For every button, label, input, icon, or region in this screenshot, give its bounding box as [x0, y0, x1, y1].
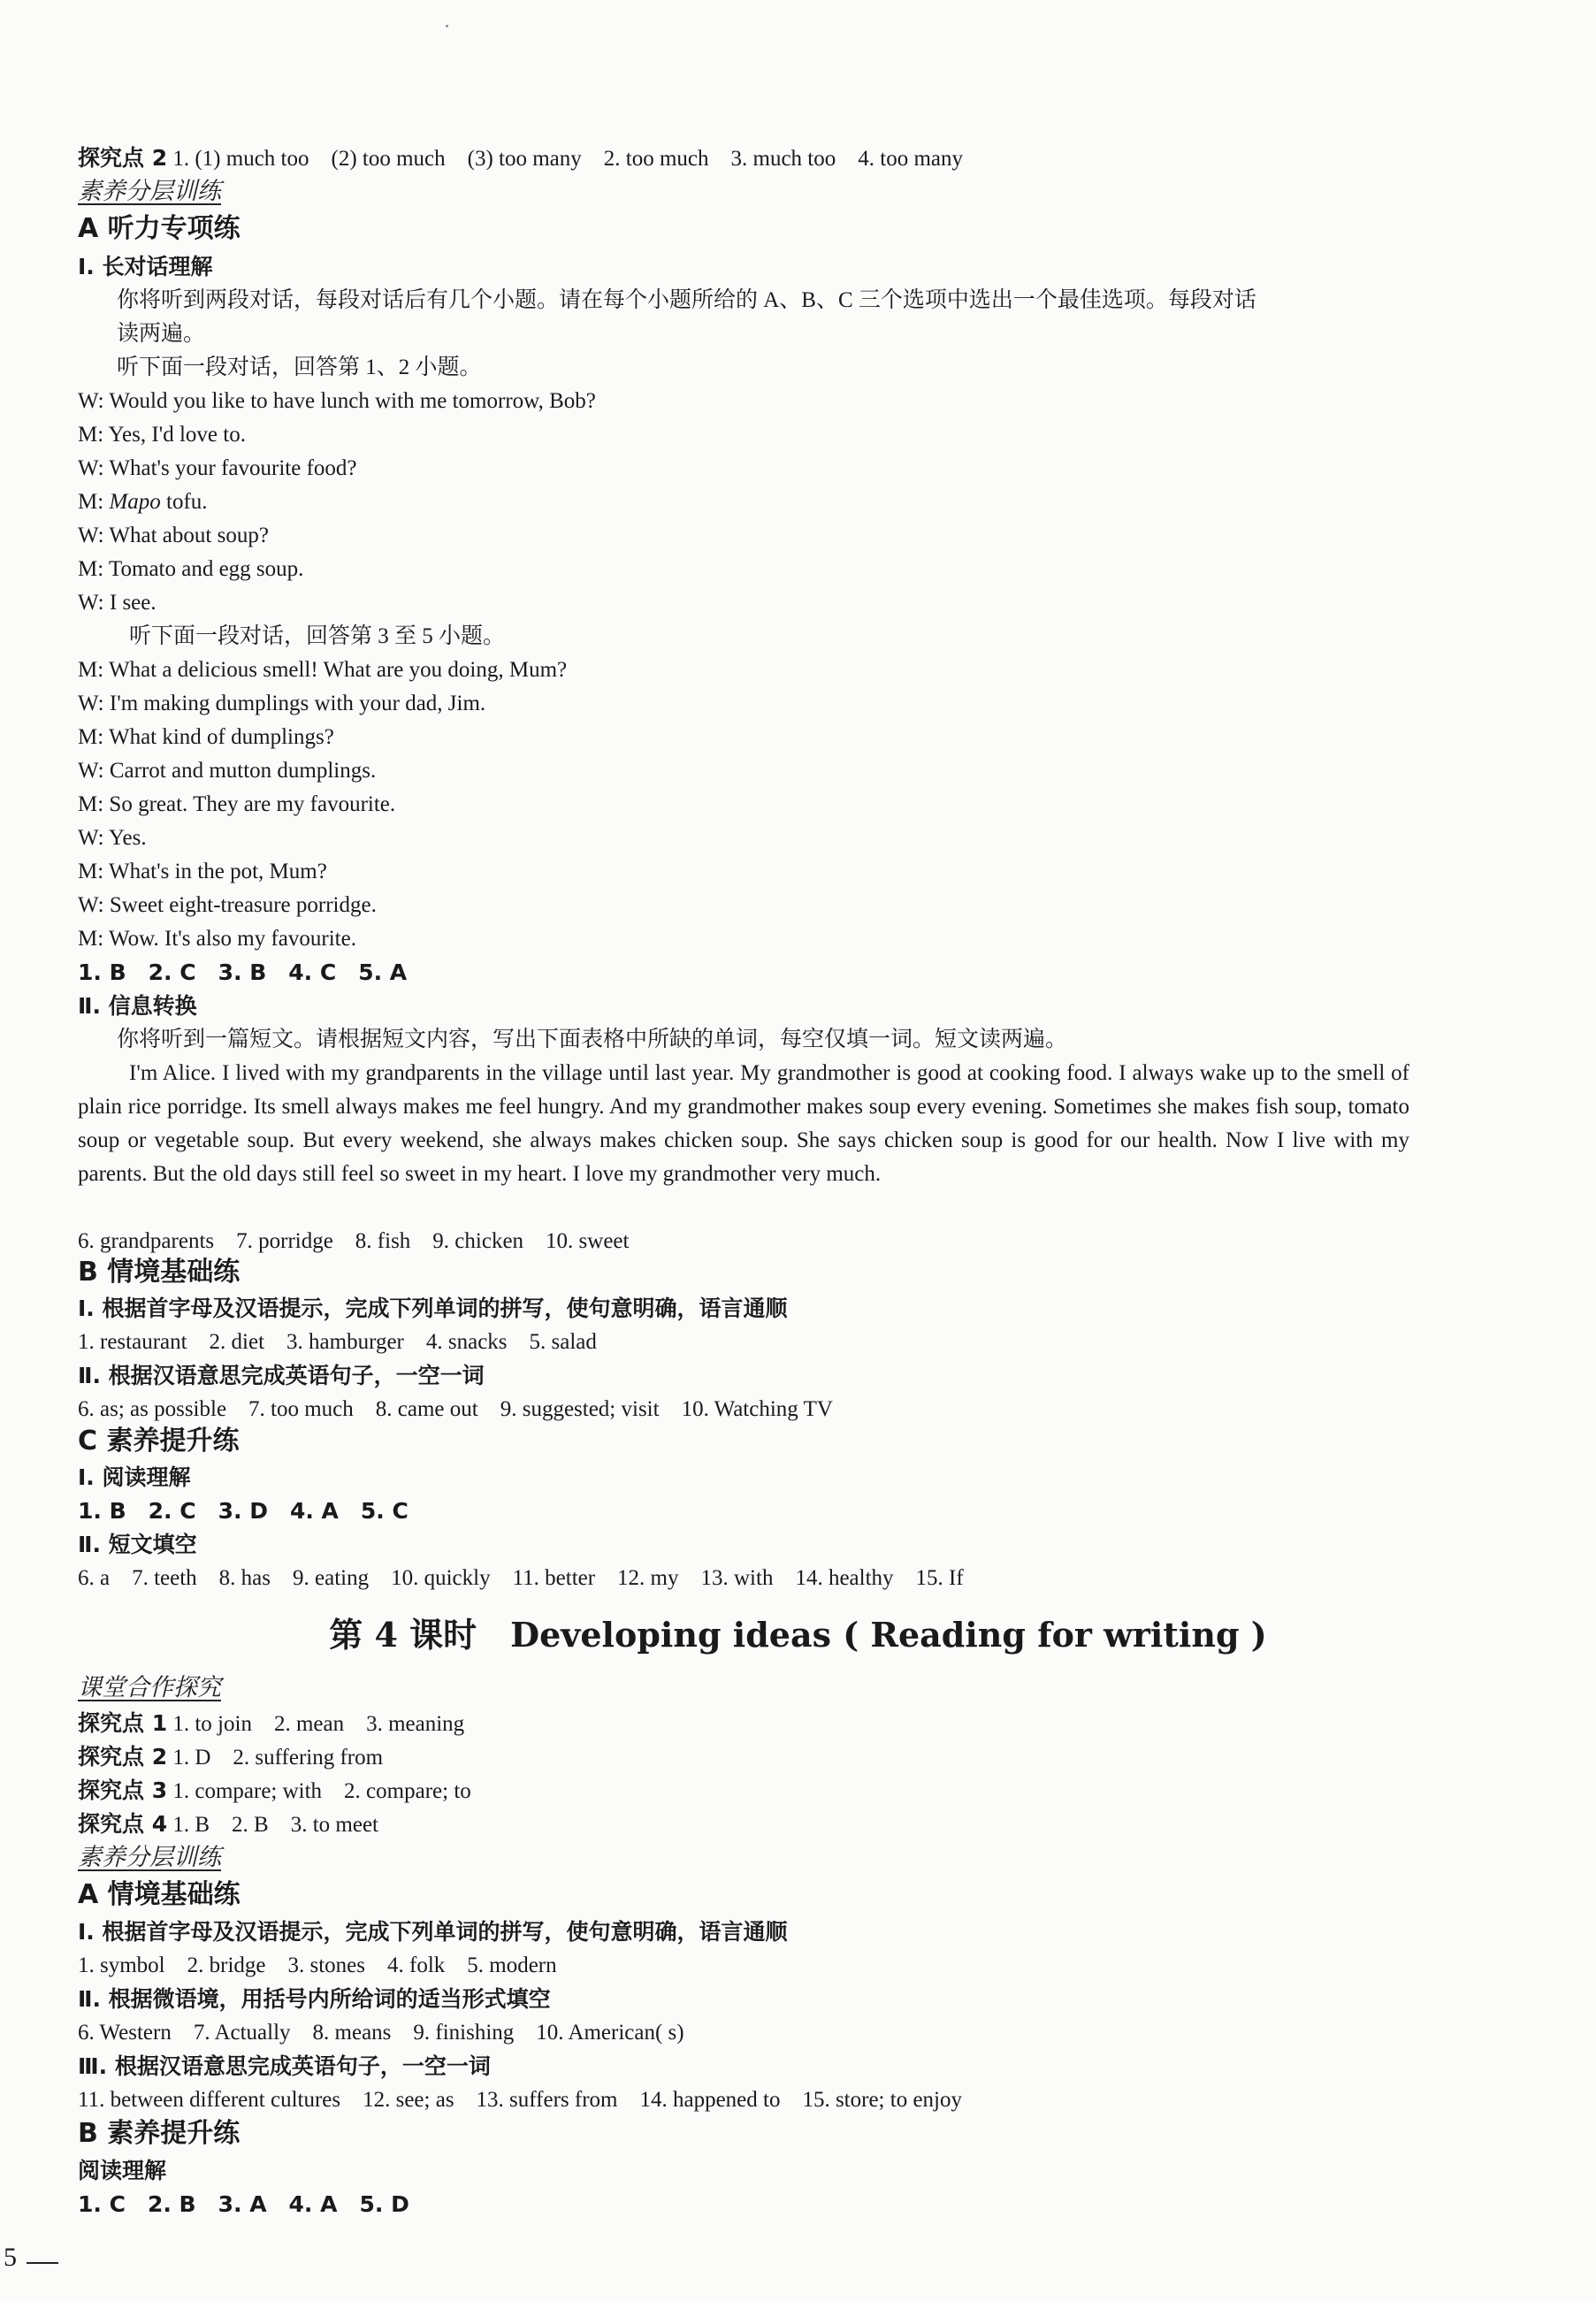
class-cooperation-heading: 课堂合作探究: [78, 1674, 221, 1701]
explore-point-row: [78, 1774, 471, 1808]
explore-point-row: [78, 1707, 464, 1741]
dialogue2-intro: 听下面一段对话，回答第 3 至 5 小题。: [129, 624, 506, 648]
dialogue-line: M: Yes, I'd love to.: [78, 423, 246, 447]
dialogue1-intro: 听下面一段对话，回答第 1、2 小题。: [117, 355, 482, 379]
lesson4-a-p3-answers: 11. between different cultures 12. see; as 13. suffers from 14. happened to 15. store; to enjoy: [78, 2088, 962, 2112]
explore-label: 探究点 2: [78, 145, 168, 171]
explore-answers: 1. to join 2. mean 3. meaning: [172, 1712, 465, 1736]
dialogue-line: M: So great. They are my favourite.: [78, 792, 396, 816]
explore-label: 探究点 4: [78, 1811, 168, 1837]
instruction-line-1: 你将听到两段对话，每段对话后有几个小题。请在每个小题所给的 A、B、C 三个选项中选出一个最佳选项。每段对话: [117, 288, 1256, 312]
b-part2-title: Ⅱ. 根据汉语意思完成英语句子，一空一词: [78, 1363, 485, 1388]
dialogue-line: M: What kind of dumplings?: [78, 725, 334, 749]
section-c-title: C 素养提升练: [78, 1426, 240, 1456]
dialogue-line: M: What a delicious smell! What are you doing, Mum?: [78, 658, 568, 682]
part1-title: Ⅰ. 长对话理解: [78, 254, 213, 279]
dialogue-line: W: Carrot and mutton dumplings.: [78, 759, 377, 783]
part1-answers: 1. B 2. C 3. B 4. C 5. A: [78, 959, 408, 985]
dialogue-line: W: I'm making dumplings with your dad, Jim.: [78, 692, 486, 715]
dialogue-line: W: What about soup?: [78, 524, 269, 547]
dialogue-line: W: What's your favourite food?: [78, 456, 357, 480]
b-part1-title: Ⅰ. 根据首字母及汉语提示，完成下列单词的拼写，使句意明确，语言通顺: [78, 1296, 788, 1321]
c-part2-title: Ⅱ. 短文填空: [78, 1532, 197, 1557]
dialogue-line: W: Sweet eight-treasure porridge.: [78, 893, 377, 917]
lesson4-a-p2-title: Ⅱ. 根据微语境，用括号内所给词的适当形式填空: [78, 1986, 551, 2012]
dialogue-line: W: I see.: [78, 591, 157, 615]
c-part1-title: Ⅰ. 阅读理解: [78, 1464, 191, 1490]
explore-answers: 1. compare; with 2. compare; to: [172, 1779, 471, 1803]
lesson4-a-p1-answers: 1. symbol 2. bridge 3. stones 4. folk 5. modern: [78, 1953, 557, 1977]
lesson4-b-p1-title: 阅读理解: [78, 2158, 167, 2183]
explore-answers: 1. D 2. suffering from: [172, 1746, 384, 1770]
explore-label: 探究点 3: [78, 1777, 168, 1803]
listening-passage: I'm Alice. I lived with my grandparents in the village until last year. My grandmother is good at cooking food. I always wake up to the smell of plain rice porridge. Its smell always makes me feel hungry. And my grandmother makes soup every evening. Sometimes she makes fish soup, tomato soup or vegetable soup. But every weekend, she always makes chicken soup. She says chicken soup is good for our health. Now I live with my parents. But the old days still feel so sweet in my heart. I love my grandmother very much.: [78, 1061, 1409, 1186]
layered-training-heading: 素养分层训练: [78, 178, 221, 205]
explore-answers: 1. (1) much too (2) too much (3) too many 2. too much 3. much too 4. too many: [172, 147, 963, 171]
section-a-listening-title: A 听力专项练: [78, 213, 241, 244]
dialogue-line: M: What's in the pot, Mum?: [78, 860, 327, 883]
section-b-title: B 情境基础练: [78, 1257, 241, 1288]
lesson-4-title: 第 4 课时 Developing ideas ( Reading for writing ): [329, 1615, 1267, 1655]
part2-title: Ⅱ. 信息转换: [78, 993, 197, 1019]
dialogue-line: W: Would you like to have lunch with me tomorrow, Bob?: [78, 389, 596, 413]
explore-answers: 1. B 2. B 3. to meet: [172, 1813, 378, 1837]
lesson4-a-p2-answers: 6. Western 7. Actually 8. means 9. finishing 10. American( s): [78, 2021, 684, 2045]
speck: [446, 25, 448, 27]
page-number: 5: [4, 2243, 17, 2272]
explore-label: 探究点 1: [78, 1710, 168, 1736]
page-number-dash: [27, 2262, 58, 2264]
c-part2-answers: 6. a 7. teeth 8. has 9. eating 10. quickly 11. better 12. my 13. with 14. healthy 15. If: [78, 1566, 964, 1590]
layered-training-heading-2: 素养分层训练: [78, 1844, 221, 1871]
dialogue-line: M: Wow. It's also my favourite.: [78, 927, 356, 951]
dialogue-line: M: Tomato and egg soup.: [78, 557, 304, 581]
lesson4-b-p1-answers: 1. C 2. B 3. A 4. A 5. D: [78, 2191, 409, 2217]
dialogue-line: M: Mapo tofu.: [78, 490, 208, 514]
explore-point-row: [78, 1740, 383, 1775]
b-part2-answers: 6. as; as possible 7. too much 8. came out 9. suggested; visit 10. Watching TV: [78, 1397, 833, 1421]
top-explore-point-2: [78, 141, 963, 176]
c-part1-answers: 1. B 2. C 3. D 4. A 5. C: [78, 1498, 409, 1524]
explore-label: 探究点 2: [78, 1744, 168, 1770]
b-part1-answers: 1. restaurant 2. diet 3. hamburger 4. snacks 5. salad: [78, 1330, 597, 1354]
lesson4-b-title: B 素养提升练: [78, 2118, 241, 2149]
dialogue-line: W: Yes.: [78, 826, 147, 850]
lesson4-a-p1-title: Ⅰ. 根据首字母及汉语提示，完成下列单词的拼写，使句意明确，语言通顺: [78, 1919, 788, 1945]
instruction-line-2: 读两遍。: [117, 322, 206, 346]
part2-answers: 6. grandparents 7. porridge 8. fish 9. chicken 10. sweet: [78, 1229, 630, 1253]
explore-point-row: [78, 1808, 378, 1842]
lesson4-a-p3-title: Ⅲ. 根据汉语意思完成英语句子，一空一词: [78, 2053, 491, 2079]
lesson4-a-title: A 情境基础练: [78, 1879, 241, 1910]
part2-instruction: 你将听到一篇短文。请根据短文内容，写出下面表格中所缺的单词，每空仅填一词。短文读两遍。: [117, 1028, 1068, 1051]
